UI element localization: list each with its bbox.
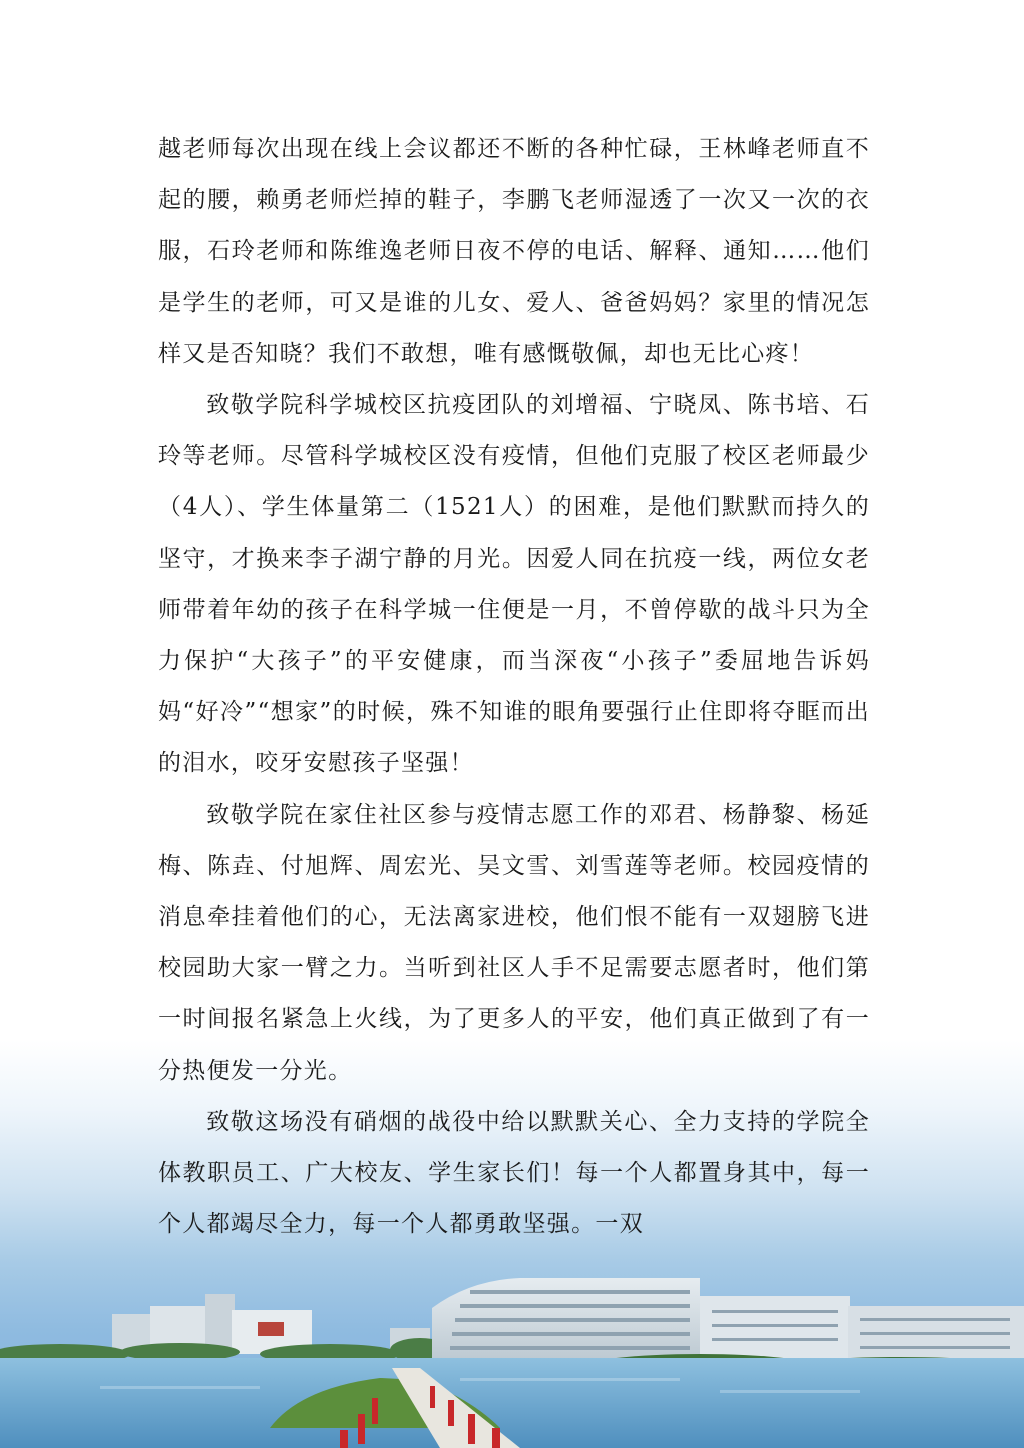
paragraph-2: 致敬学院科学城校区抗疫团队的刘增福、宁晓凤、陈书培、石玲等老师。尽管科学城校区没有疫情，但他们克服了校区老师最少（4人）、学生体量第二（1521人）的困难，是他们默默而持久的坚守，才换来李子湖宁静的月光。因爱人同在抗疫一线，两位女老师带着年幼的孩子在科学城一住便是一月，不曾停歇的战斗只为全力保护“大孩子”的平安健康，而当深夜“小孩子”委屈地告诉妈妈“好冷”“想家”的时候，殊不知谁的眼角要强行止住即将夺眶而出的泪水，咬牙安慰孩子坚强！: [158, 392, 870, 777]
article-body: [158, 124, 870, 1250]
campus-lake-photo: [0, 1218, 1024, 1448]
paragraph-1: 越老师每次出现在线上会议都还不断的各种忙碌，王林峰老师直不起的腰，赖勇老师烂掉的鞋子，李鹏飞老师湿透了一次又一次的衣服，石玲老师和陈维逸老师日夜不停的电话、解释、通知……他们是学生的老师，可又是谁的儿女、爱人、爸爸妈妈？家里的情况怎样又是否知晓？我们不敢想，唯有感慨敬佩，却也无比心疼！: [158, 136, 870, 367]
paragraph-3: 致敬学院在家住社区参与疫情志愿工作的邓君、杨静黎、杨延梅、陈垚、付旭辉、周宏光、吴文雪、刘雪莲等老师。校园疫情的消息牵挂着他们的心，无法离家进校，他们恨不能有一双翅膀飞进校园助大家一臂之力。当听到社区人手不足需要志愿者时，他们第一时间报名紧急上火线，为了更多人的平安，他们真正做到了有一分热便发一分光。: [158, 801, 870, 1084]
paragraph-4: 致敬这场没有硝烟的战役中给以默默关心、全力支持的学院全体教职员工、广大校友、学生家长们！每一个人都置身其中，每一个人都竭尽全力，每一个人都勇敢坚强。一双: [158, 1108, 870, 1238]
lake-water: [0, 1358, 1024, 1448]
campus-illustration: [0, 1218, 1024, 1448]
